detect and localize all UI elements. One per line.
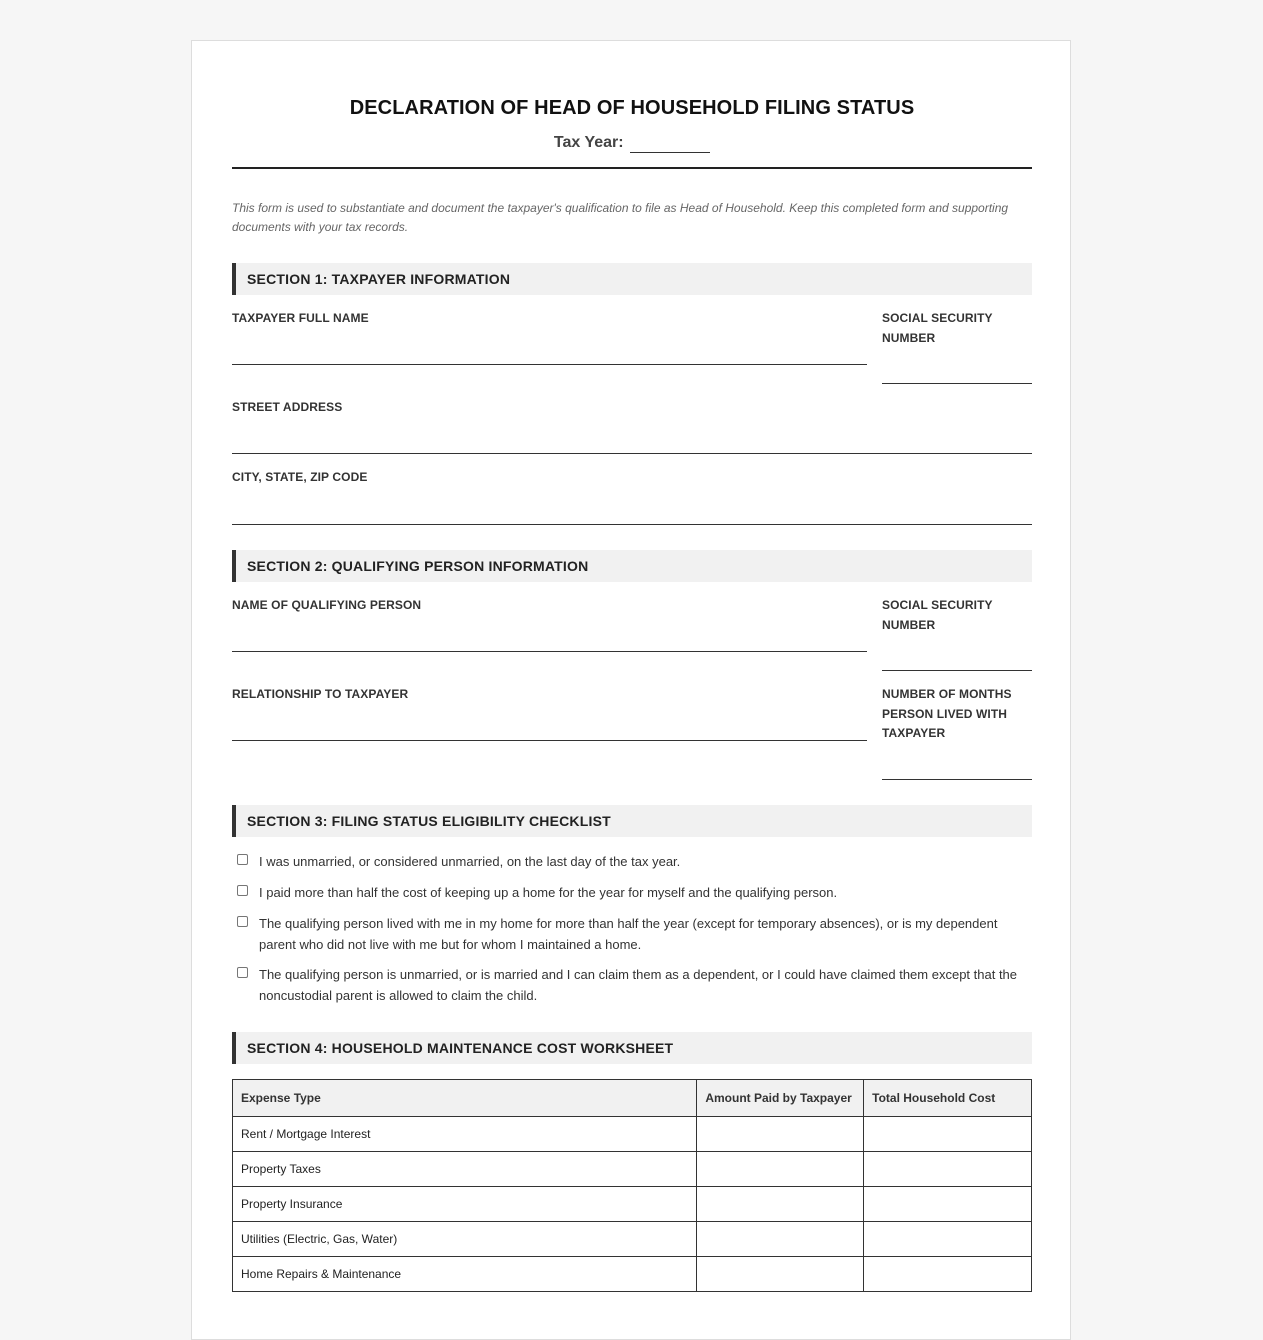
expense-type-cell: Utilities (Electric, Gas, Water): [233, 1222, 697, 1257]
expense-type-cell: Home Repairs & Maintenance: [233, 1257, 697, 1292]
qualifying-ssn-field[interactable]: [882, 670, 1032, 671]
total-cost-cell[interactable]: [864, 1222, 1032, 1257]
checklist-item-text: The qualifying person lived with me in my home for more than half the year (except for temporary absences), or is my dependent parent who did not live with me but for whom I maintained a home.: [259, 916, 998, 952]
tax-year-field[interactable]: [630, 134, 710, 153]
total-cost-cell[interactable]: [864, 1152, 1032, 1187]
street-address-label: STREET ADDRESS: [232, 400, 343, 414]
relationship-field[interactable]: [232, 740, 867, 741]
city-state-zip-label: CITY, STATE, ZIP CODE: [232, 470, 368, 484]
checkbox[interactable]: [237, 854, 248, 865]
table-row: [233, 1222, 1032, 1257]
section3-heading: SECTION 3: FILING STATUS ELIGIBILITY CHECKLIST: [232, 805, 1032, 837]
form-page: [191, 40, 1071, 1340]
form-title: DECLARATION OF HEAD OF HOUSEHOLD FILING STATUS: [349, 97, 915, 119]
amount-paid-cell[interactable]: [697, 1117, 864, 1152]
amount-paid-cell[interactable]: [697, 1187, 864, 1222]
checklist-item-text: The qualifying person is unmarried, or is married and I can claim them as a dependent, or I could have claimed them except that the noncustodial parent is allowed to claim the child.: [259, 967, 1018, 1003]
city-state-zip-field[interactable]: [232, 524, 1032, 525]
qualifying-name-field[interactable]: [232, 651, 867, 652]
months-lived-label: NUMBER OF MONTHS PERSON LIVED WITH TAXPAYER: [882, 687, 1012, 740]
months-lived-field[interactable]: [882, 779, 1032, 780]
amount-paid-cell[interactable]: [697, 1222, 864, 1257]
intro-text: This form is used to substantiate and document the taxpayer's qualification to file as Head of Household. Keep this completed form and supporting documents with your tax records.: [232, 201, 1009, 234]
table-row: [233, 1117, 1032, 1152]
street-address-field[interactable]: [232, 453, 1032, 454]
total-cost-cell[interactable]: [864, 1117, 1032, 1152]
column-header: Total Household Cost: [864, 1080, 1032, 1117]
tax-year-label: Tax Year:: [553, 134, 624, 151]
expense-type-cell: Property Taxes: [233, 1152, 697, 1187]
column-header: Amount Paid by Taxpayer: [697, 1080, 864, 1117]
taxpayer-name-field[interactable]: [232, 364, 867, 365]
table-row: [233, 1257, 1032, 1292]
taxpayer-name-label: TAXPAYER FULL NAME: [232, 311, 369, 325]
relationship-label: RELATIONSHIP TO TAXPAYER: [232, 687, 409, 701]
cost-worksheet-table: [232, 1079, 1032, 1292]
column-header: Expense Type: [233, 1080, 697, 1117]
table-header-row: [233, 1080, 1032, 1117]
taxpayer-ssn-field[interactable]: [882, 383, 1032, 384]
table-row: [233, 1187, 1032, 1222]
expense-type-cell: Property Insurance: [233, 1187, 697, 1222]
amount-paid-cell[interactable]: [697, 1152, 864, 1187]
checkbox[interactable]: [237, 885, 248, 896]
section4-heading: SECTION 4: HOUSEHOLD MAINTENANCE COST WORKSHEET: [232, 1032, 1032, 1064]
section2-heading: SECTION 2: QUALIFYING PERSON INFORMATION: [232, 550, 1032, 582]
table-row: [233, 1152, 1032, 1187]
checkbox[interactable]: [237, 916, 248, 927]
tax-year-row: [232, 134, 1032, 153]
taxpayer-ssn-label: SOCIAL SECURITY NUMBER: [882, 311, 993, 345]
checklist-item-text: I was unmarried, or considered unmarried, on the last day of the tax year.: [259, 854, 681, 869]
expense-type-cell: Rent / Mortgage Interest: [233, 1117, 697, 1152]
amount-paid-cell[interactable]: [697, 1257, 864, 1292]
section1-heading: SECTION 1: TAXPAYER INFORMATION: [232, 263, 1032, 295]
total-cost-cell[interactable]: [864, 1187, 1032, 1222]
total-cost-cell[interactable]: [864, 1257, 1032, 1292]
qualifying-name-label: NAME OF QUALIFYING PERSON: [232, 598, 422, 612]
qualifying-ssn-label: SOCIAL SECURITY NUMBER: [882, 598, 993, 632]
checklist-item-text: I paid more than half the cost of keeping up a home for the year for myself and the qualifying person.: [259, 885, 838, 900]
header-divider: [232, 167, 1032, 169]
checkbox[interactable]: [237, 967, 248, 978]
